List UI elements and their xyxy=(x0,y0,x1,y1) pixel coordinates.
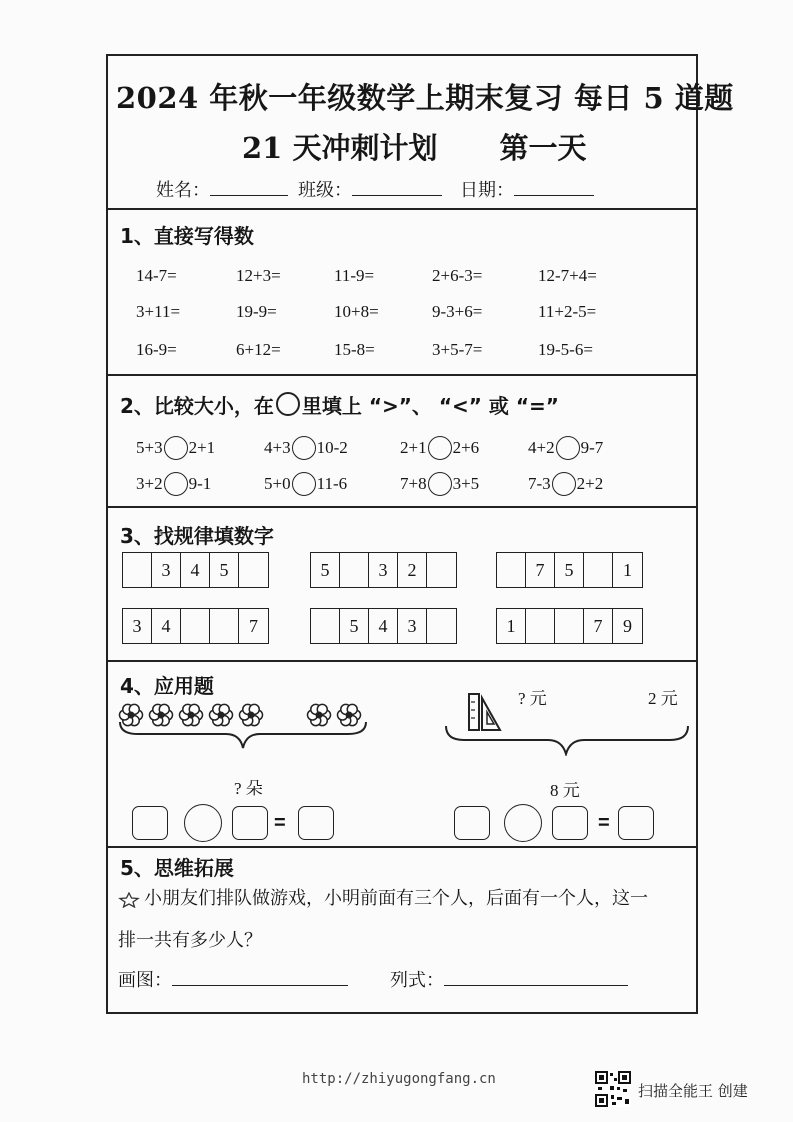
divider xyxy=(108,374,696,376)
formula-line[interactable] xyxy=(444,969,628,986)
scanner-brand: 扫描全能王 创建 xyxy=(638,1082,748,1100)
comparison-right: 11-6 xyxy=(316,474,348,493)
left-brace xyxy=(118,720,368,750)
divider xyxy=(108,660,696,662)
pattern-cell[interactable] xyxy=(123,553,152,587)
comparison-circle[interactable] xyxy=(552,472,576,496)
comparison-left: 4+3 xyxy=(264,438,291,457)
answer-box[interactable] xyxy=(132,806,168,840)
pattern-cell[interactable]: 3 xyxy=(398,609,427,643)
draw-field[interactable] xyxy=(118,966,348,992)
comparison-left: 3+2 xyxy=(136,474,163,493)
section5-title: 5、思维拓展 xyxy=(120,856,234,880)
right-brace xyxy=(444,724,690,756)
comparison-left: 7+8 xyxy=(400,474,427,493)
problem-text-line2: 排一共有多少人？ xyxy=(118,930,262,951)
pattern-cell[interactable]: 3 xyxy=(152,553,181,587)
worksheet-subtitle xyxy=(242,126,586,167)
equation: 12-7+4= xyxy=(538,266,597,285)
name-line[interactable] xyxy=(210,179,288,196)
right-total-label: 8 元 xyxy=(550,781,580,800)
equation: 10+8= xyxy=(334,302,379,321)
formula-label: 列式： xyxy=(390,970,444,991)
comparison-right: 9-7 xyxy=(580,438,604,457)
answer-box[interactable] xyxy=(552,806,588,840)
equation: 15-8= xyxy=(334,340,375,359)
comparison-right: 2+2 xyxy=(576,474,604,493)
date-label: 日期： xyxy=(460,180,514,201)
equation: 16-9= xyxy=(136,340,177,359)
worksheet-frame xyxy=(106,54,734,1014)
pattern-cell[interactable]: 5 xyxy=(340,609,369,643)
pattern-cell[interactable] xyxy=(427,553,456,587)
section2-title xyxy=(120,390,559,419)
comparison-circle[interactable] xyxy=(164,472,188,496)
comparison-circle[interactable] xyxy=(292,472,316,496)
pattern-cell[interactable]: 7 xyxy=(584,609,613,643)
name-field[interactable] xyxy=(156,176,288,202)
problem-text-line1: 小朋友们排队做游戏，小明前面有三个人，后面有一个人，这一 xyxy=(144,888,648,909)
divider xyxy=(108,846,696,848)
comparison-right: 2+1 xyxy=(188,438,216,457)
equation: 14-7= xyxy=(136,266,177,285)
comparison-left: 7-3 xyxy=(528,474,551,493)
equation: 11-9= xyxy=(334,266,375,285)
ruler-price-label: ? 元 xyxy=(518,689,547,708)
operator-circle[interactable] xyxy=(184,804,222,842)
equation: 19-5-6= xyxy=(538,340,593,359)
section4-title: 4、应用题 xyxy=(120,674,214,698)
pattern-cell[interactable]: 7 xyxy=(526,553,555,587)
equation: 6+12= xyxy=(236,340,281,359)
class-line[interactable] xyxy=(352,179,442,196)
pattern-cell[interactable] xyxy=(427,609,456,643)
comparison-item xyxy=(400,472,479,496)
comparison-item xyxy=(264,436,348,460)
pattern-cell[interactable]: 9 xyxy=(623,615,632,636)
comparison-right: 2+6 xyxy=(452,438,480,457)
number-pattern-row xyxy=(310,608,457,644)
operator-circle[interactable] xyxy=(504,804,542,842)
pattern-cell[interactable]: 3 xyxy=(123,609,152,643)
comparison-left: 4+2 xyxy=(528,438,555,457)
equation: 9-3+6= xyxy=(432,302,483,321)
worksheet-title: 2024 年秋一年级数学上期末复习 每日 5 道题 xyxy=(116,81,734,115)
pattern-cell[interactable]: 1 xyxy=(497,609,526,643)
footer-url[interactable]: http://zhiyugongfang.cn xyxy=(302,1071,496,1087)
pattern-cell[interactable] xyxy=(584,553,613,587)
pattern-cell[interactable]: 4 xyxy=(369,609,398,643)
comparison-circle[interactable] xyxy=(292,436,316,460)
section1-title: 1、直接写得数 xyxy=(120,224,254,248)
answer-box[interactable] xyxy=(454,806,490,840)
equation: 19-9= xyxy=(236,302,277,321)
equals-sign: = xyxy=(598,812,610,834)
pattern-cell[interactable]: 4 xyxy=(181,553,210,587)
answer-box[interactable] xyxy=(618,806,654,840)
equation: 11+2-5= xyxy=(538,302,597,321)
equation: 12+3= xyxy=(236,266,281,285)
comparison-left: 2+1 xyxy=(400,438,427,457)
class-label: 班级： xyxy=(298,180,352,201)
number-pattern-row xyxy=(122,552,269,588)
comparison-item xyxy=(264,472,347,496)
pattern-cell[interactable] xyxy=(340,553,369,587)
equation: 3+11= xyxy=(136,302,181,321)
section2-title-b: 里填上 “>”、 “<” 或 “=” xyxy=(301,394,559,418)
date-line[interactable] xyxy=(514,179,594,196)
comparison-left: 5+0 xyxy=(264,474,291,493)
plan-name: 21 天冲刺计划 xyxy=(242,131,438,165)
draw-line[interactable] xyxy=(172,969,348,986)
pattern-cell[interactable]: 5 xyxy=(555,553,584,587)
pattern-cell[interactable] xyxy=(239,553,268,587)
divider xyxy=(108,208,696,210)
divider xyxy=(108,506,696,508)
comparison-circle[interactable] xyxy=(556,436,580,460)
star-icon xyxy=(118,892,140,908)
comparison-right: 10-2 xyxy=(316,438,348,457)
pattern-cell[interactable]: 1 xyxy=(623,559,632,580)
section2-title-a: 2、比较大小，在 xyxy=(120,394,274,418)
left-total-label: ? 朵 xyxy=(234,779,263,798)
pattern-cell[interactable]: 7 xyxy=(249,615,258,636)
section3-title: 3、找规律填数字 xyxy=(120,524,274,548)
pattern-cell[interactable] xyxy=(497,553,526,587)
equation: 3+5-7= xyxy=(432,340,483,359)
formula-field[interactable] xyxy=(390,966,628,992)
comparison-left: 5+3 xyxy=(136,438,163,457)
pattern-cell[interactable] xyxy=(311,609,340,643)
comparison-item xyxy=(528,472,603,496)
day-label: 第一天 xyxy=(499,131,587,165)
pattern-cell[interactable]: 2 xyxy=(398,553,427,587)
number-pattern-row xyxy=(496,552,643,588)
comparison-right: 9-1 xyxy=(188,474,212,493)
comparison-circle[interactable] xyxy=(164,436,188,460)
pattern-cell[interactable]: 5 xyxy=(210,553,239,587)
equation: 2+6-3= xyxy=(432,266,483,285)
pattern-cell[interactable]: 4 xyxy=(152,609,181,643)
pattern-cell[interactable] xyxy=(526,609,555,643)
triangle-price-label: 2 元 xyxy=(648,689,678,708)
qr-code-icon xyxy=(595,1071,631,1107)
number-pattern-row xyxy=(310,552,457,588)
comparison-circle[interactable] xyxy=(428,472,452,496)
date-field[interactable] xyxy=(460,176,594,202)
pattern-cell[interactable] xyxy=(555,609,584,643)
pattern-cell[interactable]: 5 xyxy=(311,553,340,587)
comparison-right: 3+5 xyxy=(452,474,480,493)
answer-box[interactable] xyxy=(232,806,268,840)
number-pattern-row xyxy=(122,608,269,644)
draw-label: 画图： xyxy=(118,970,172,991)
name-label: 姓名： xyxy=(156,180,210,201)
pattern-cell[interactable] xyxy=(181,609,210,643)
pattern-cell[interactable] xyxy=(210,609,239,643)
class-field[interactable] xyxy=(298,176,442,202)
comparison-item xyxy=(136,436,215,460)
circle-icon xyxy=(276,392,300,416)
comparison-item xyxy=(400,436,479,460)
comparison-item xyxy=(136,472,211,496)
pattern-cell[interactable]: 3 xyxy=(369,553,398,587)
number-pattern-row xyxy=(496,608,643,644)
comparison-circle[interactable] xyxy=(428,436,452,460)
equals-sign: = xyxy=(274,812,286,834)
answer-box[interactable] xyxy=(298,806,334,840)
comparison-item xyxy=(528,436,603,460)
